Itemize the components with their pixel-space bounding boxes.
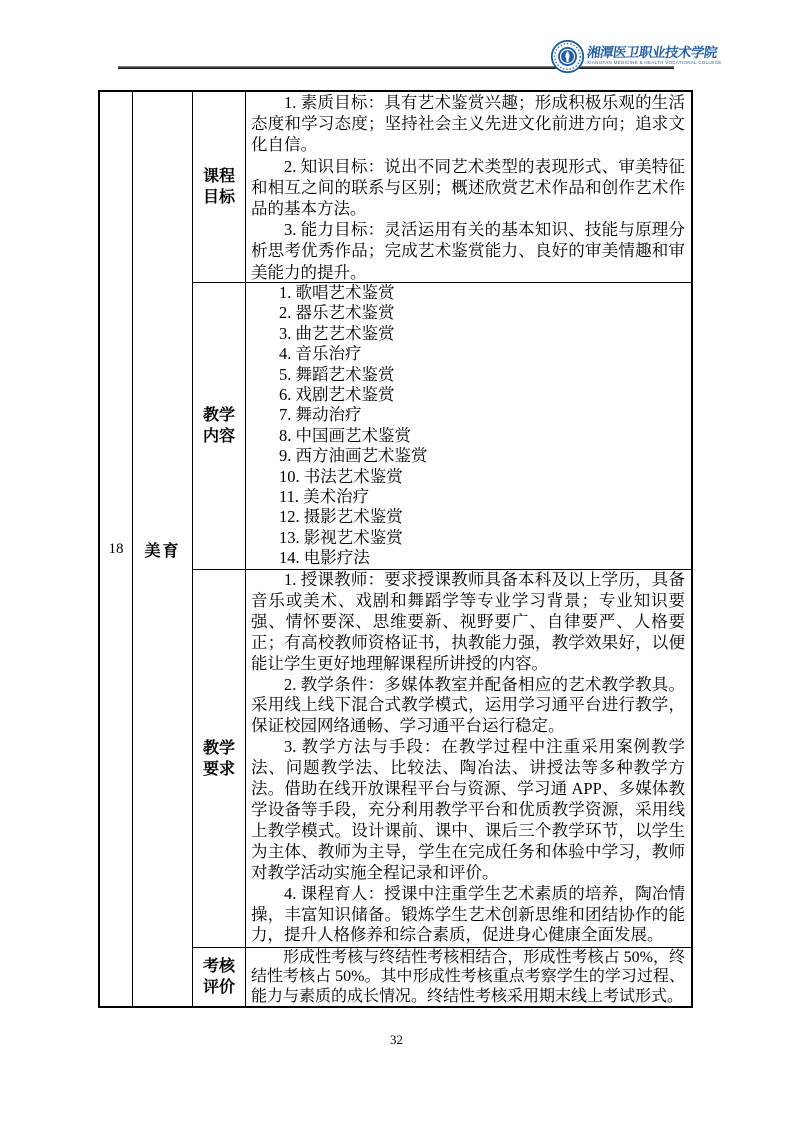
- college-logo: [551, 40, 722, 73]
- content-item: 1. 歌唱艺术鉴赏: [279, 283, 395, 302]
- course-row-number: 18: [100, 92, 133, 1006]
- content-item: 3. 曲艺艺术鉴赏: [279, 323, 395, 343]
- course-category: 美育: [133, 92, 193, 1006]
- content-item: 13. 影视艺术鉴赏: [279, 527, 403, 547]
- page-number: 32: [390, 1032, 403, 1047]
- objective-knowledge: 2. 知识目标：说出不同艺术类型的表现形式、审美特征和相互之间的联系与区别；概述欣赏艺术作品和创作艺术作品的基本方法。: [251, 156, 685, 219]
- requirement-teachers: 1. 授课教师：要求授课教师具备本科及以上学历，具备音乐或美术、戏剧和舞蹈学等专业学习背景；专业知识要强、情怀要深、思维要新、视野要广、自律要严、人格要正；有高校教师资格证书，执教能力强，教学效果好，以便能让学生更好地理解课程所讲授的内容。: [251, 570, 685, 673]
- content-item: 9. 西方油画艺术鉴赏: [279, 446, 428, 466]
- content-item: 11. 美术治疗: [279, 487, 370, 507]
- college-name-english: XIANGTAN MEDICINE & HEALTH VOCATIONAL COLLEGE: [587, 60, 722, 65]
- content-item: 6. 戏剧艺术鉴赏: [279, 385, 395, 405]
- content-item: 10. 书法艺术鉴赏: [279, 466, 403, 486]
- assessment-text: [246, 948, 691, 1006]
- section-label-teaching-content: 教学内容: [193, 283, 246, 570]
- objective-quality: 1. 素质目标：具有艺术鉴赏兴趣；形成积极乐观的生活态度和学习态度；坚持社会主义先进文化前进方向；追求文化自信。: [251, 93, 685, 155]
- requirement-methods: 3. 教学方法与手段：在教学过程中注重采用案例教学法、问题教学法、比较法、陶冶法、讲授法等多种教学方法。借助在线开放课程平台与资源、学习通 APP、多媒体教学设备等手段，充分利用教学平台和优质教学资源，采用线上教学模式。设计课前、课中、课后三个教学环节，以学生为主体、教师为主导，学生在完成任务和体验中学习，教师对教学活动实施全程记录和评价。: [251, 737, 685, 882]
- section-label-course-objectives: 课程目标: [193, 92, 246, 283]
- section-label-assessment: 考核评价: [193, 948, 246, 1006]
- content-item: 2. 器乐艺术鉴赏: [279, 303, 395, 323]
- requirement-education: 4. 课程育人：授课中注重学生艺术素质的培养，陶冶情操，丰富知识储备。锻炼学生艺术创新思维和团结协作的能力，提升人格修养和综合素质，促进身心健康全面发展。: [251, 883, 685, 945]
- content-item: 7. 舞动治疗: [279, 405, 362, 425]
- content-item: 4. 音乐治疗: [279, 344, 362, 364]
- content-item: 12. 摄影艺术鉴赏: [279, 507, 403, 527]
- content-item: 8. 中国画艺术鉴赏: [279, 425, 412, 445]
- college-emblem-icon: [551, 40, 584, 73]
- requirement-conditions: 2. 教学条件：多媒体教室并配备相应的艺术教学教具。采用线上线下混合式教学模式，运用学习通平台进行教学，保证校园网络通畅、学习通平台运行稳定。: [251, 674, 685, 736]
- section-label-teaching-requirements: 教学要求: [193, 570, 246, 948]
- course-objectives-text: [246, 92, 691, 283]
- assessment-description: 形成性考核与终结性考核相结合，形成性考核占 50%，终结性考核占 50%。其中形成性考核重点考察学生的学习过程、能力与素质的成长情况。终结性考核采用期末线上考试形式。: [251, 949, 685, 1005]
- course-outline-table: [98, 90, 693, 1008]
- teaching-requirements-text: [246, 570, 691, 948]
- content-item: 14. 电影疗法: [279, 548, 370, 568]
- teaching-content-list: [246, 283, 691, 570]
- objective-ability: 3. 能力目标：灵活运用有关的基本知识、技能与原理分析思考优秀作品；完成艺术鉴赏能力、良好的审美情趣和审美能力的提升。: [251, 220, 685, 282]
- college-name: 湘潭医卫职业技术学院: [585, 45, 719, 60]
- content-item: 5. 舞蹈艺术鉴赏: [279, 364, 395, 384]
